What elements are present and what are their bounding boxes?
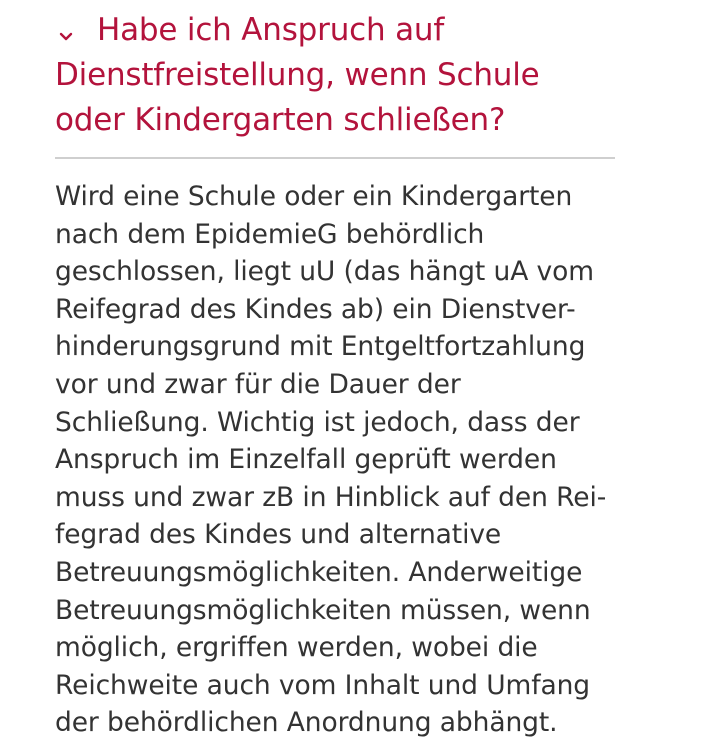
answer-line: Anspruch im Einzelfall geprüft werden	[55, 444, 557, 476]
answer-line: hinderungsgrund mit Entgeltfortzahlung	[55, 331, 586, 363]
faq-accordion-header[interactable]	[55, 8, 615, 143]
answer-line: Betreuungsmöglichkeiten. Anderweitige	[55, 556, 583, 588]
answer-line: Reifegrad des Kindes ab) ein Dienstver-	[55, 293, 576, 325]
answer-line: der behördlichen Anordnung abhängt.	[55, 707, 558, 739]
answer-line: Betreuungsmöglichkeiten müssen, wenn	[55, 594, 591, 626]
answer-line: muss und zwar zB in Hinblick auf den Rei-	[55, 481, 607, 513]
answer-line: nach dem EpidemieG behördlich	[55, 218, 485, 250]
answer-line: fegrad des Kindes und alternative	[55, 519, 502, 551]
chevron-down-icon[interactable]	[59, 30, 73, 44]
answer-line: vor und zwar für die Dauer der	[55, 368, 461, 400]
answer-line: geschlossen, liegt uU (das hängt uA vom	[55, 256, 594, 288]
answer-line: Reichweite auch vom Inhalt und Umfang	[55, 669, 591, 701]
faq-question[interactable]: Habe ich Anspruch auf Dienstfreistellung, wenn Schule oder Kindergarten schließen?	[55, 12, 540, 138]
divider	[55, 157, 615, 159]
answer-line: Schließung. Wichtig ist jedoch, dass der	[55, 406, 580, 438]
answer-line: möglich, ergriffen werden, wobei die	[55, 632, 538, 664]
faq-answer	[55, 178, 655, 742]
answer-line: Wird eine Schule oder ein Kindergarten	[55, 181, 573, 212]
